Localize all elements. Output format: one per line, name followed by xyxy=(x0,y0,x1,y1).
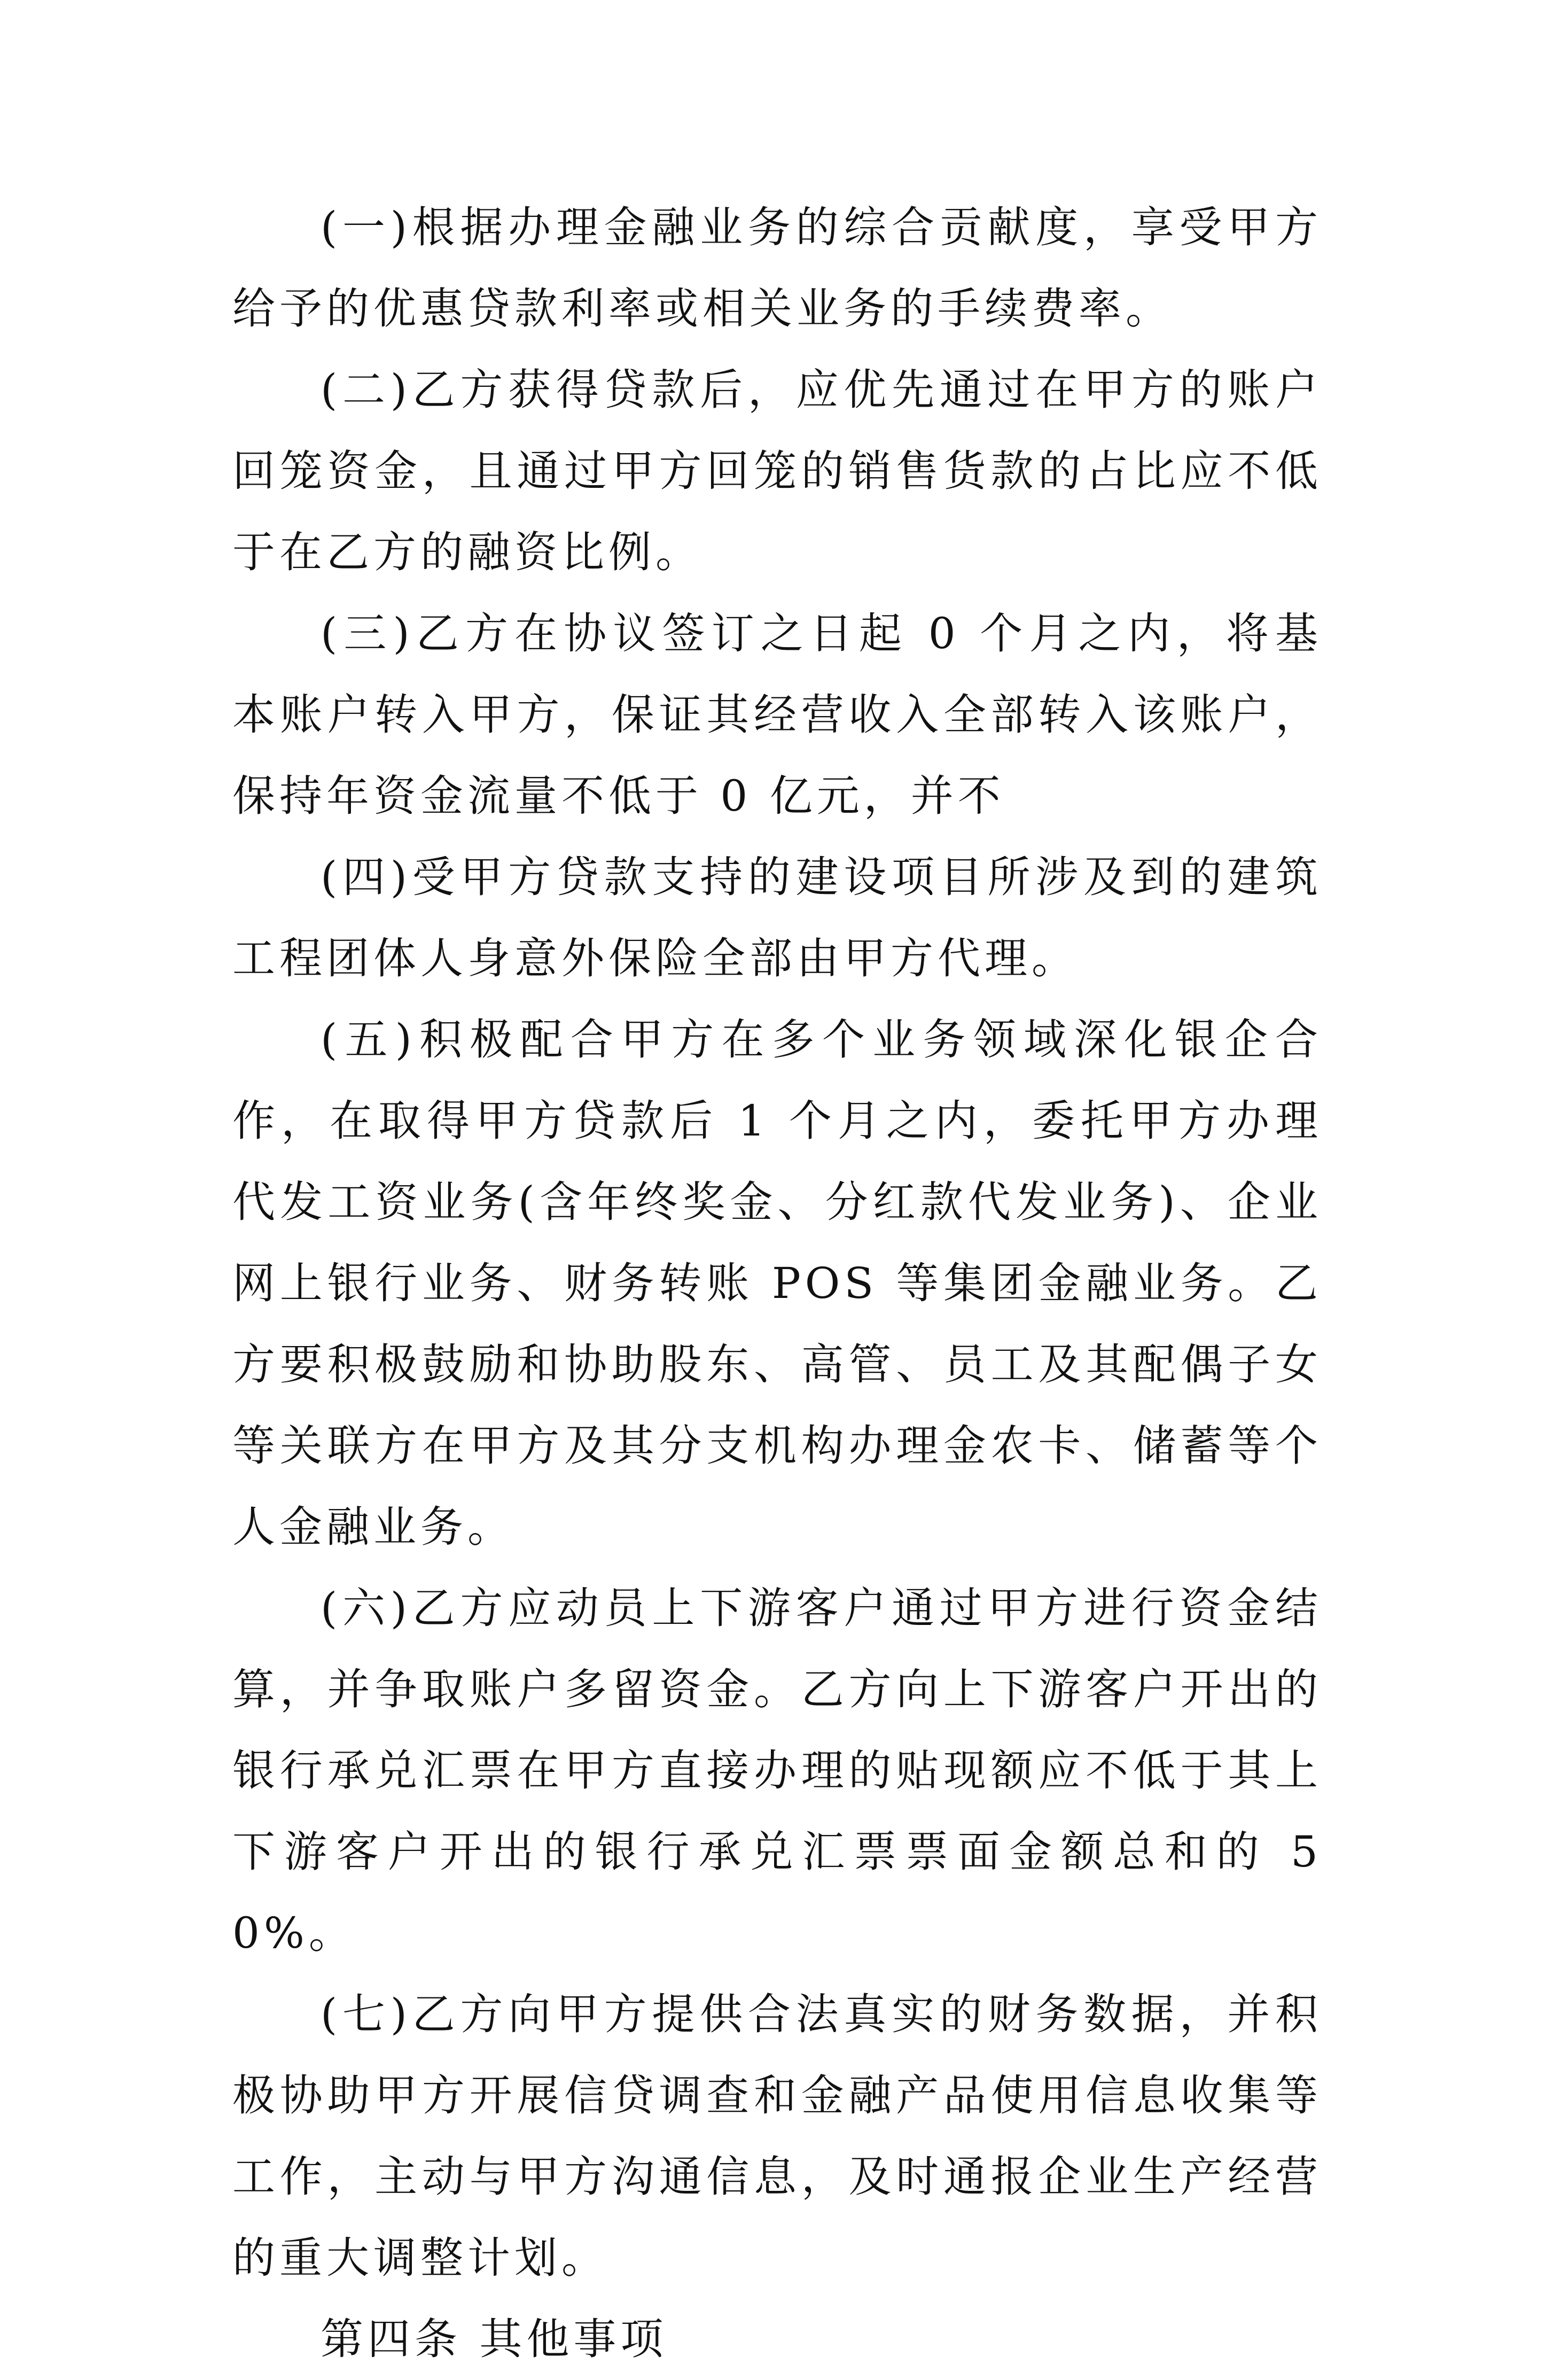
document-body xyxy=(232,187,1322,2380)
clause-4-paragraph: (四)受甲方贷款支持的建设项目所涉及到的建筑工程团体人身意外保险全部由甲方代理。 xyxy=(232,852,1322,983)
section-heading: 第四条 其他事项 xyxy=(321,2314,668,2364)
clause-6-paragraph: (六)乙方应动员上下游客户通过甲方进行资金结算，并争取账户多留资金。乙方向上下游客户开出的银行承兑汇票在甲方直接办理的贴现额应不低于其上下游客户开出的银行承兑汇票票面金额总和的 50%。 xyxy=(232,1583,1322,1958)
clause-1-paragraph: (一)根据办理金融业务的综合贡献度，享受甲方给予的优惠贷款利率或相关业务的手续费率。 xyxy=(232,203,1322,333)
clause-5-paragraph: (五)积极配合甲方在多个业务领域深化银企合作，在取得甲方贷款后 1 个月之内，委托甲方办理代发工资业务(含年终奖金、分红款代发业务)、企业网上银行业务、财务转账 POS 等集团金融业务。乙方要积极鼓励和协助股东、高管、员工及其配偶子女等关联方在甲方及其分支机构办理金农卡、储蓄等个人金融业务。 xyxy=(232,1015,1322,1552)
clause-7-paragraph: (七)乙方向甲方提供合法真实的财务数据，并积极协助甲方开展信贷调查和金融产品使用信息收集等工作，主动与甲方沟通信息，及时通报企业生产经营的重大调整计划。 xyxy=(232,1989,1322,2283)
clause-3-paragraph: (三)乙方在协议签订之日起 0 个月之内，将基本账户转入甲方，保证其经营收入全部转入该账户，保持年资金流量不低于 0 亿元，并不 xyxy=(232,609,1322,821)
clause-2-paragraph: (二)乙方获得贷款后，应优先通过在甲方的账户回笼资金，且通过甲方回笼的销售货款的占比应不低于在乙方的融资比例。 xyxy=(232,365,1322,577)
